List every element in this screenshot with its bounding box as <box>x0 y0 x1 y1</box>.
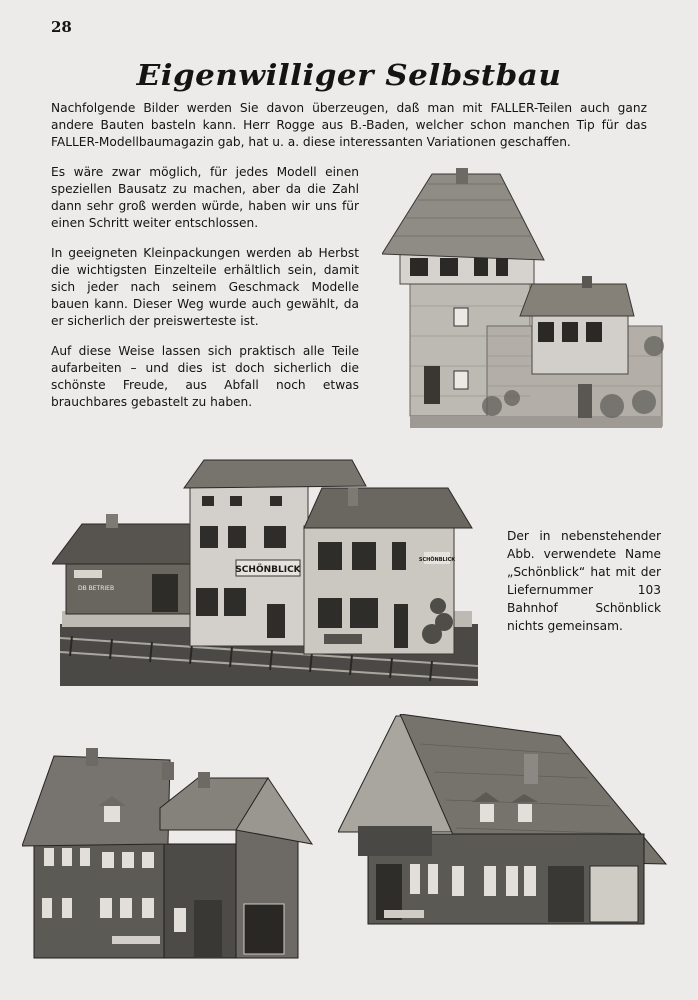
halftimbered-house-model <box>22 748 312 958</box>
left-text-column <box>51 164 359 424</box>
photo-halftimbered-house <box>22 748 314 962</box>
station-sign-side: SCHÖNBLICK <box>418 557 456 563</box>
page-number: 28 <box>51 18 72 36</box>
photo-gabled-house <box>338 714 668 932</box>
photo-station-schoenblick <box>52 456 480 688</box>
station-sign-main: SCHÖNBLICK <box>235 565 301 575</box>
intro-paragraph: Nachfolgende Bilder werden Sie davon überzeugen, daß man mit FALLER-Teilen auch ganz andere Bauten basteln kann. Herr Rogge aus B.-Baden, welcher schon manchen Tip für das FALLER-Modellbaumagazin gab, hat u. a. diese interessanten Variationen geschaffen. <box>51 101 647 149</box>
tower-house-model <box>382 168 664 428</box>
page-title: Eigenwilliger Selbstbau <box>136 59 562 93</box>
station-model <box>52 460 478 686</box>
paragraph-aufarbeiten: Auf diese Weise lassen sich praktisch alle Teile aufarbeiten – und dies ist doch sicherlich die schönste Freude, aus Abfall noch etwas brauchbares gebastelt zu haben. <box>51 344 359 409</box>
paragraph-bausatz: Es wäre zwar möglich, für jedes Modell einen speziellen Bausatz zu machen, aber da die Zahl dann sehr groß werden würde, haben wir uns für einen Schritt weiter entschlossen. <box>51 165 359 230</box>
photo-tower-house <box>382 166 664 430</box>
shed-sign: DB BETRIEB <box>78 585 115 592</box>
paragraph-kleinpackungen: In geeigneten Kleinpackungen werden ab Herbst die wichtigsten Einzelteile erhältlich sein, damit sich jeder nach seinem Geschmack Modelle bauen kann. Dieser Weg wurde auch gewählt, da er sicherlich der preiswerteste ist. <box>51 246 359 328</box>
gabled-house-model <box>338 714 666 924</box>
photo-caption: Der in nebenstehender Abb. verwendete Name „Schönblick“ hat mit der Liefernummer 103 Bahnhof Schönblick nichts gemeinsam. <box>507 529 661 633</box>
